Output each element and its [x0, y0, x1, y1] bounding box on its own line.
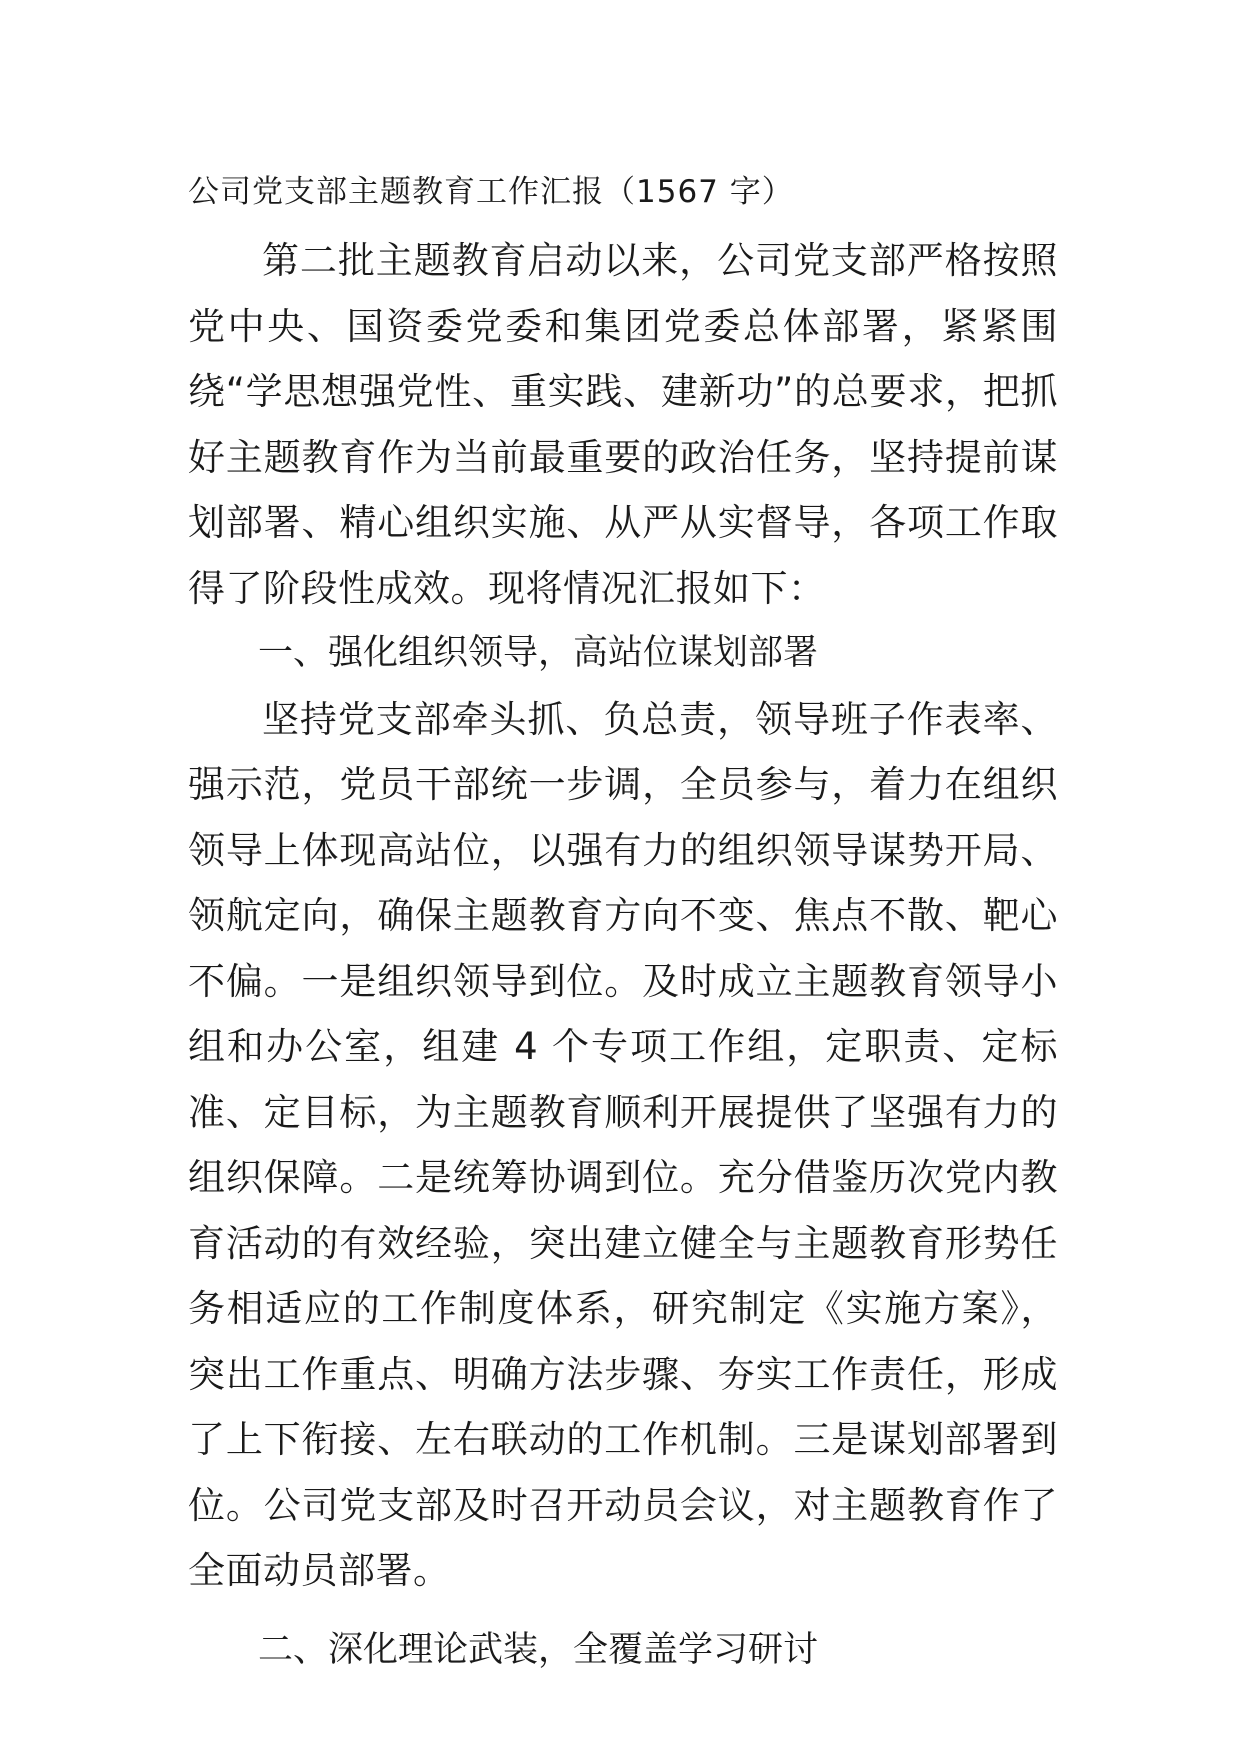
section-body-1: 坚持党支部牵头抓、负总责，领导班子作表率、强示范，党员干部统一步调，全员参与，着力在组织领导上体现高站位，以强有力的组织领导谋势开局、领航定向，确保主题教育方向不变、焦点不散、靶心不偏。一是组织领导到位。及时成立主题教育领导小组和办公室，组建 4 个专项工作组，定职责、定标准、定目标，为主题教育顺利开展提供了坚强有力的组织保障。二是统筹协调到位。充分借鉴历次党内教育活动的有效经验，突出建立健全与主题教育形势任务相适应的工作制度体系，研究制定《实施方案》，突出工作重点、明确方法步骤、夯实工作责任，形成了上下衔接、左右联动的工作机制。三是谋划部署到位。公司党支部及时召开动员会议，对主题教育作了全面动员部署。	[188, 697, 1058, 1592]
document-page	[188, 170, 1058, 1683]
section-heading-1: 一、强化组织领导，高站位谋划部署	[258, 633, 819, 673]
document-title: 公司党支部主题教育工作汇报（1567 字）	[188, 174, 794, 210]
section-heading-2: 二、深化理论武装，全覆盖学习研讨	[258, 1629, 819, 1670]
intro-paragraph: 第二批主题教育启动以来，公司党支部严格按照党中央、国资委党委和集团党委总体部署，紧紧围绕“学思想强党性、重实践、建新功”的总要求，把抓好主题教育作为当前最重要的政治任务，坚持提前谋划部署、精心组织实施、从严从实督导，各项工作取得了阶段性成效。现将情况汇报如下：	[188, 239, 1058, 610]
